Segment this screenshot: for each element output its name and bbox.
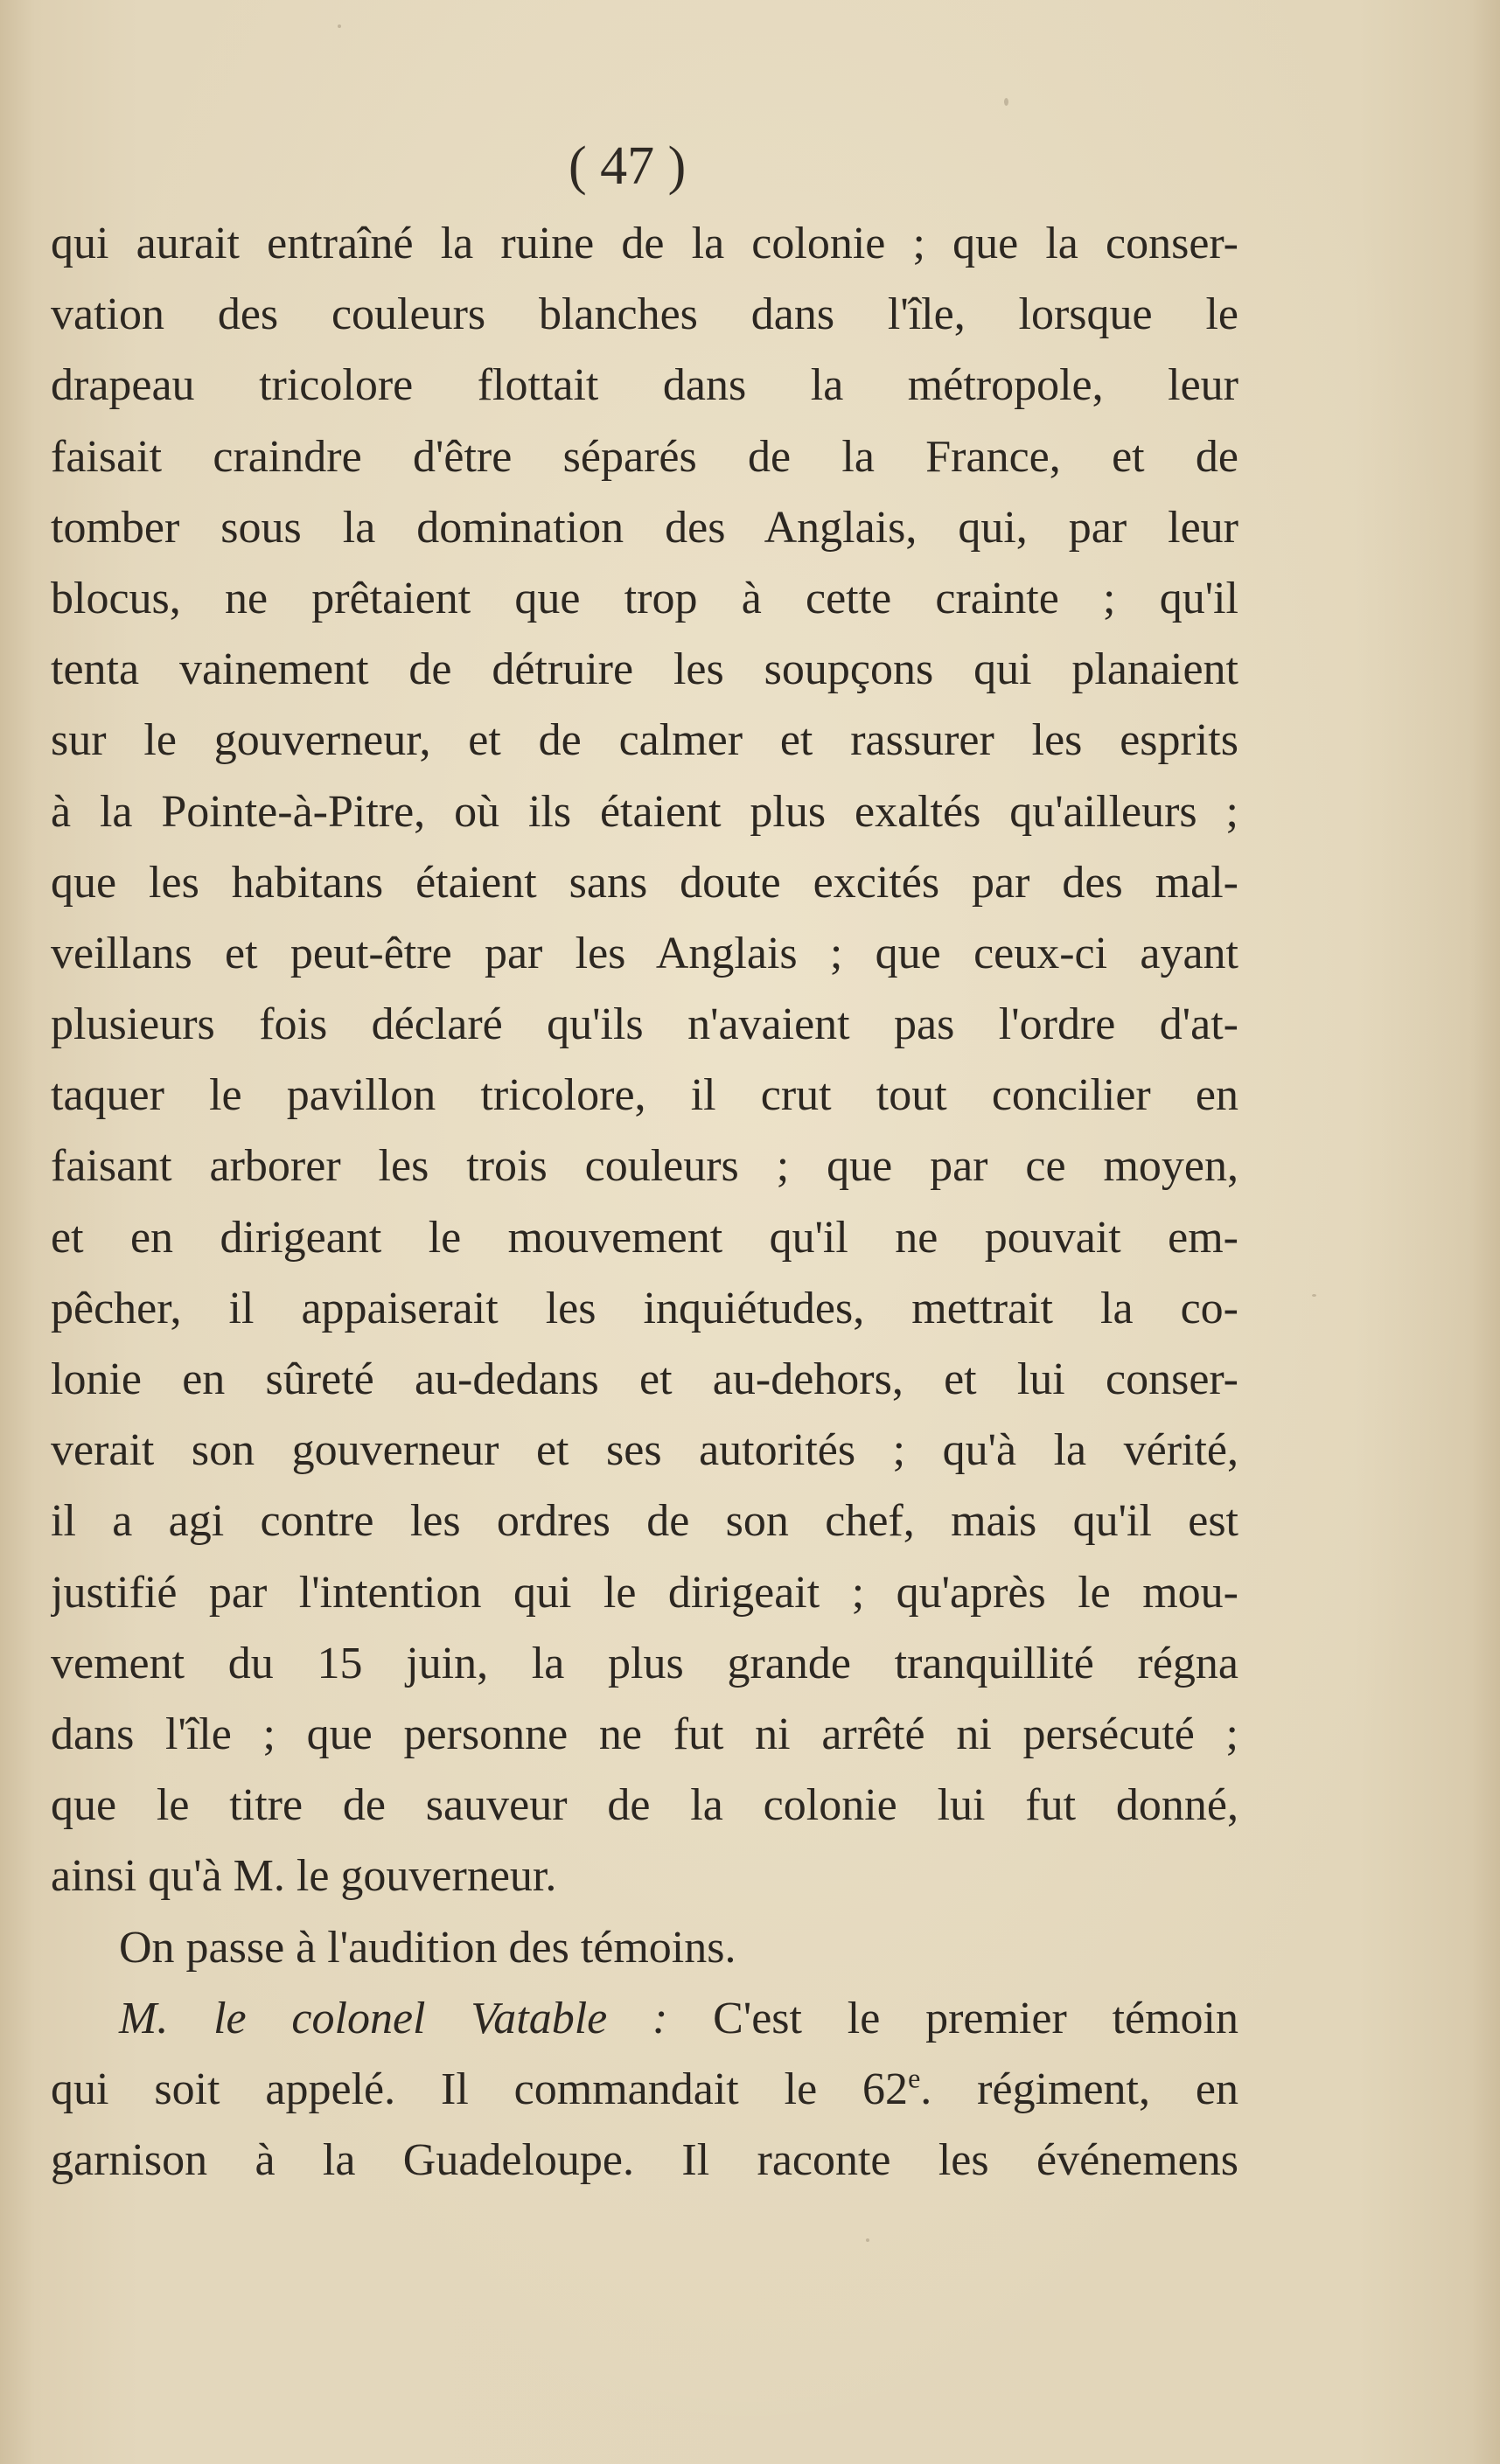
text-line: qui aurait entraîné la ruine de la colonie ; que la conser- [51, 219, 1238, 268]
paragraph-testimony-line-3: garnison à la Guadeloupe. Il raconte les événemens [51, 2135, 1238, 2186]
body-text [51, 208, 1238, 2196]
text-line: blocus, ne prêtaient que trop à cette crainte ; qu'il [51, 573, 1238, 623]
paper-speck [1312, 1294, 1316, 1297]
paragraph-testimony-line-2 [51, 2054, 1238, 2125]
testimony-text: . régiment, en [920, 2064, 1238, 2114]
paragraph-testimony-line-1 [51, 1983, 1238, 2054]
text-line: vement du 15 juin, la plus grande tranquillité régna [51, 1638, 1238, 1688]
text-line: que le titre de sauveur de la colonie lui fut donné, [51, 1780, 1238, 1831]
ordinal-superscript: e [908, 2062, 921, 2094]
text-line: veillans et peut-être par les Anglais ; que ceux-ci ayant [51, 928, 1238, 978]
speaker-name: M. le colonel Vatable : [119, 1993, 668, 2043]
text-line: il a agi contre les ordres de son chef, mais qu'il est [51, 1496, 1238, 1547]
text-line: pêcher, il appaiserait les inquiétudes, mettrait la co- [51, 1283, 1238, 1333]
text-line: faisait craindre d'être séparés de la France, et de [51, 431, 1238, 482]
text-line: justifié par l'intention qui le dirigeait ; qu'après le mou- [51, 1567, 1238, 1618]
paper-speck [866, 2238, 869, 2242]
paper-speck [1004, 98, 1008, 106]
testimony-text: qui soit appelé. Il commandait le 62 [51, 2064, 909, 2114]
testimony-text: C'est le premier témoin [713, 1993, 1238, 2043]
paper-speck [338, 24, 341, 28]
text-line: à la Pointe-à-Pitre, où ils étaient plus exaltés qu'ailleurs ; [51, 786, 1238, 837]
text-line: que les habitans étaient sans doute excités par des mal- [51, 857, 1238, 908]
text-line: verait son gouverneur et ses autorités ; qu'à la vérité, [51, 1425, 1238, 1476]
text-line: drapeau tricolore flottait dans la métropole, leur [51, 360, 1238, 411]
text-line: vation des couleurs blanches dans l'île, lorsque le [51, 289, 1238, 340]
paragraph-audition: On passe à l'audition des témoins. [119, 1922, 736, 1973]
text-line: faisant arborer les trois couleurs ; que par ce moyen, [51, 1141, 1238, 1192]
page-number: ( 47 ) [569, 136, 687, 196]
text-line: taquer le pavillon tricolore, il crut tout concilier en [51, 1070, 1238, 1121]
text-line: tomber sous la domination des Anglais, qui, par leur [51, 502, 1238, 553]
text-line: tenta vainement de détruire les soupçons qui planaient [51, 644, 1238, 695]
text-line: lonie en sûreté au-dedans et au-dehors, et lui conser- [51, 1354, 1238, 1404]
text-line: ainsi qu'à M. le gouverneur. [51, 1851, 557, 1902]
text-line: sur le gouverneur, et de calmer et rassurer les esprits [51, 715, 1238, 766]
text-line: plusieurs fois déclaré qu'ils n'avaient pas l'ordre d'at- [51, 999, 1238, 1050]
text-line: dans l'île ; que personne ne fut ni arrêté ni persécuté ; [51, 1709, 1238, 1759]
text-line: et en dirigeant le mouvement qu'il ne pouvait em- [51, 1212, 1238, 1263]
